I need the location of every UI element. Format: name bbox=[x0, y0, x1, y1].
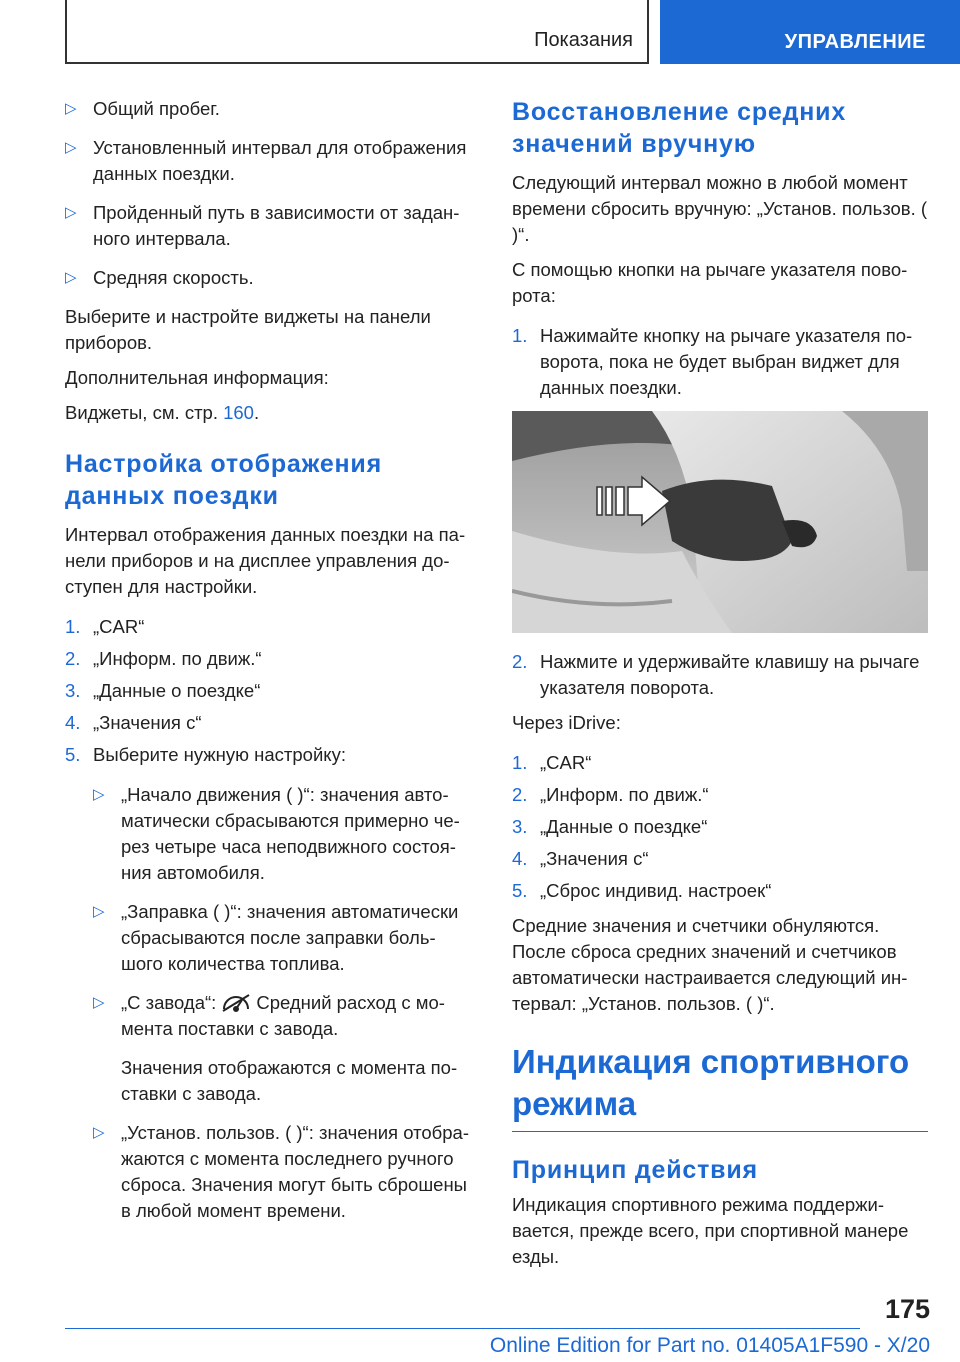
list-item: 2. „Информ. по движ.“ bbox=[65, 648, 262, 669]
cross-reference: Виджеты, см. стр. 160. bbox=[65, 402, 260, 423]
triangle-right-icon: ▷ bbox=[65, 204, 77, 221]
footer-rule bbox=[65, 1328, 860, 1329]
section-heading: Восстановление средних значений вручную bbox=[512, 98, 847, 158]
triangle-right-icon: ▷ bbox=[65, 139, 77, 156]
list-item: 5. Выберите нужную настройку: bbox=[65, 744, 346, 765]
list-item: 3. „Данные о поездке“ bbox=[512, 816, 708, 837]
sub-list-item: ▷ „Установ. пользов. ( )“: значения отобра-жаются с момента последнего ручного сброса. Значения могут быть сброшены в любой момент времени. bbox=[93, 1122, 469, 1221]
turn-signal-lever-illustration bbox=[512, 411, 928, 633]
paragraph: Через iDrive: bbox=[512, 712, 621, 733]
chapter-label: УПРАВЛЕНИЕ bbox=[784, 31, 926, 53]
paragraph: Дополнительная информация: bbox=[65, 367, 329, 388]
list-item: ▷ Общий пробег. bbox=[65, 96, 477, 122]
page-link[interactable]: 160 bbox=[223, 402, 254, 423]
list-item: 2. „Информ. по движ.“ bbox=[512, 784, 709, 805]
heading-rule bbox=[512, 1131, 928, 1132]
list-item: 5. „Сброс индивид. настроек“ bbox=[512, 880, 772, 901]
list-item: 2. Нажмите и удерживайте клавишу на рычаге указателя поворота. bbox=[512, 651, 920, 698]
list-item: ▷ Установленный интервал для отображения данных поездки. bbox=[65, 137, 467, 184]
chapter-tab[interactable] bbox=[660, 0, 960, 64]
section-label: Показания bbox=[534, 29, 633, 51]
list-item: 4. „Значения с“ bbox=[65, 712, 202, 733]
paragraph: Средние значения и счетчики обнуляются. После сброса средних значений и счетчиков автоматически настраивается следующий ин-тервал: „Установ. пользов. ( )“. bbox=[512, 915, 908, 1014]
triangle-right-icon: ▷ bbox=[93, 786, 105, 803]
paragraph: С помощью кнопки на рычаге указателя пово-рота: bbox=[512, 259, 908, 306]
page-header bbox=[0, 0, 960, 66]
list-item: ▷ Пройденный путь в зависимости от задан-ного интервала. bbox=[65, 202, 460, 249]
triangle-right-icon: ▷ bbox=[93, 903, 105, 920]
page-number: 175 bbox=[884, 1294, 930, 1324]
paragraph: Индикация спортивного режима поддержи-вается, прежде всего, при спортивной манере езды. bbox=[512, 1194, 909, 1267]
triangle-right-icon: ▷ bbox=[65, 269, 77, 286]
left-column bbox=[65, 96, 477, 1237]
triangle-right-icon: ▷ bbox=[93, 994, 105, 1011]
list-item: 3. „Данные о поездке“ bbox=[65, 680, 261, 701]
paragraph: Следующий интервал можно в любой момент времени сбросить вручную: „Установ. пользов. ( )“. bbox=[512, 172, 928, 245]
paragraph: Значения отображаются с момента по-ставки с завода. bbox=[121, 1057, 458, 1104]
edition-footer: Online Edition for Part no. 01405A1F590 - X/20 bbox=[489, 1334, 930, 1357]
fuel-consumption-icon bbox=[220, 991, 252, 1013]
sub-list-item: ▷ „Заправка ( )“: значения автоматически сбрасываются после заправки боль-шого количества топлива. bbox=[93, 901, 459, 974]
sub-list-item: ▷ „Начало движения ( )“: значения авто-матически сбрасываются примерно че-рез четыре часа неподвижного состоя-ния автомобиля. bbox=[93, 784, 460, 883]
list-item: ▷ Средняя скорость. bbox=[65, 265, 477, 291]
paragraph: Выберите и настройте виджеты на панели приборов. bbox=[65, 306, 431, 353]
chapter-heading: Индикация спортивного режима bbox=[512, 1043, 910, 1122]
section-tab[interactable] bbox=[65, 0, 649, 64]
right-column bbox=[512, 96, 928, 1279]
section-heading: Настройка отображения данных поездки bbox=[65, 450, 382, 510]
triangle-right-icon: ▷ bbox=[65, 100, 77, 117]
list-item: 1. „CAR“ bbox=[512, 752, 592, 773]
section-heading: Принцип действия bbox=[512, 1156, 758, 1184]
list-item: 1. „CAR“ bbox=[65, 616, 145, 637]
sub-list-item: ▷ „С завода“: Средний расход с мо-мента поставки с завода. bbox=[93, 992, 445, 1039]
triangle-right-icon: ▷ bbox=[93, 1124, 105, 1141]
paragraph: Интервал отображения данных поездки на па-нели приборов и на дисплее управления до-ступен для настройки. bbox=[65, 524, 466, 597]
list-item: 1. Нажимайте кнопку на рычаге указателя по-ворота, пока не будет выбран виджет для данных поездки. bbox=[512, 325, 913, 398]
list-item: 4. „Значения с“ bbox=[512, 848, 649, 869]
